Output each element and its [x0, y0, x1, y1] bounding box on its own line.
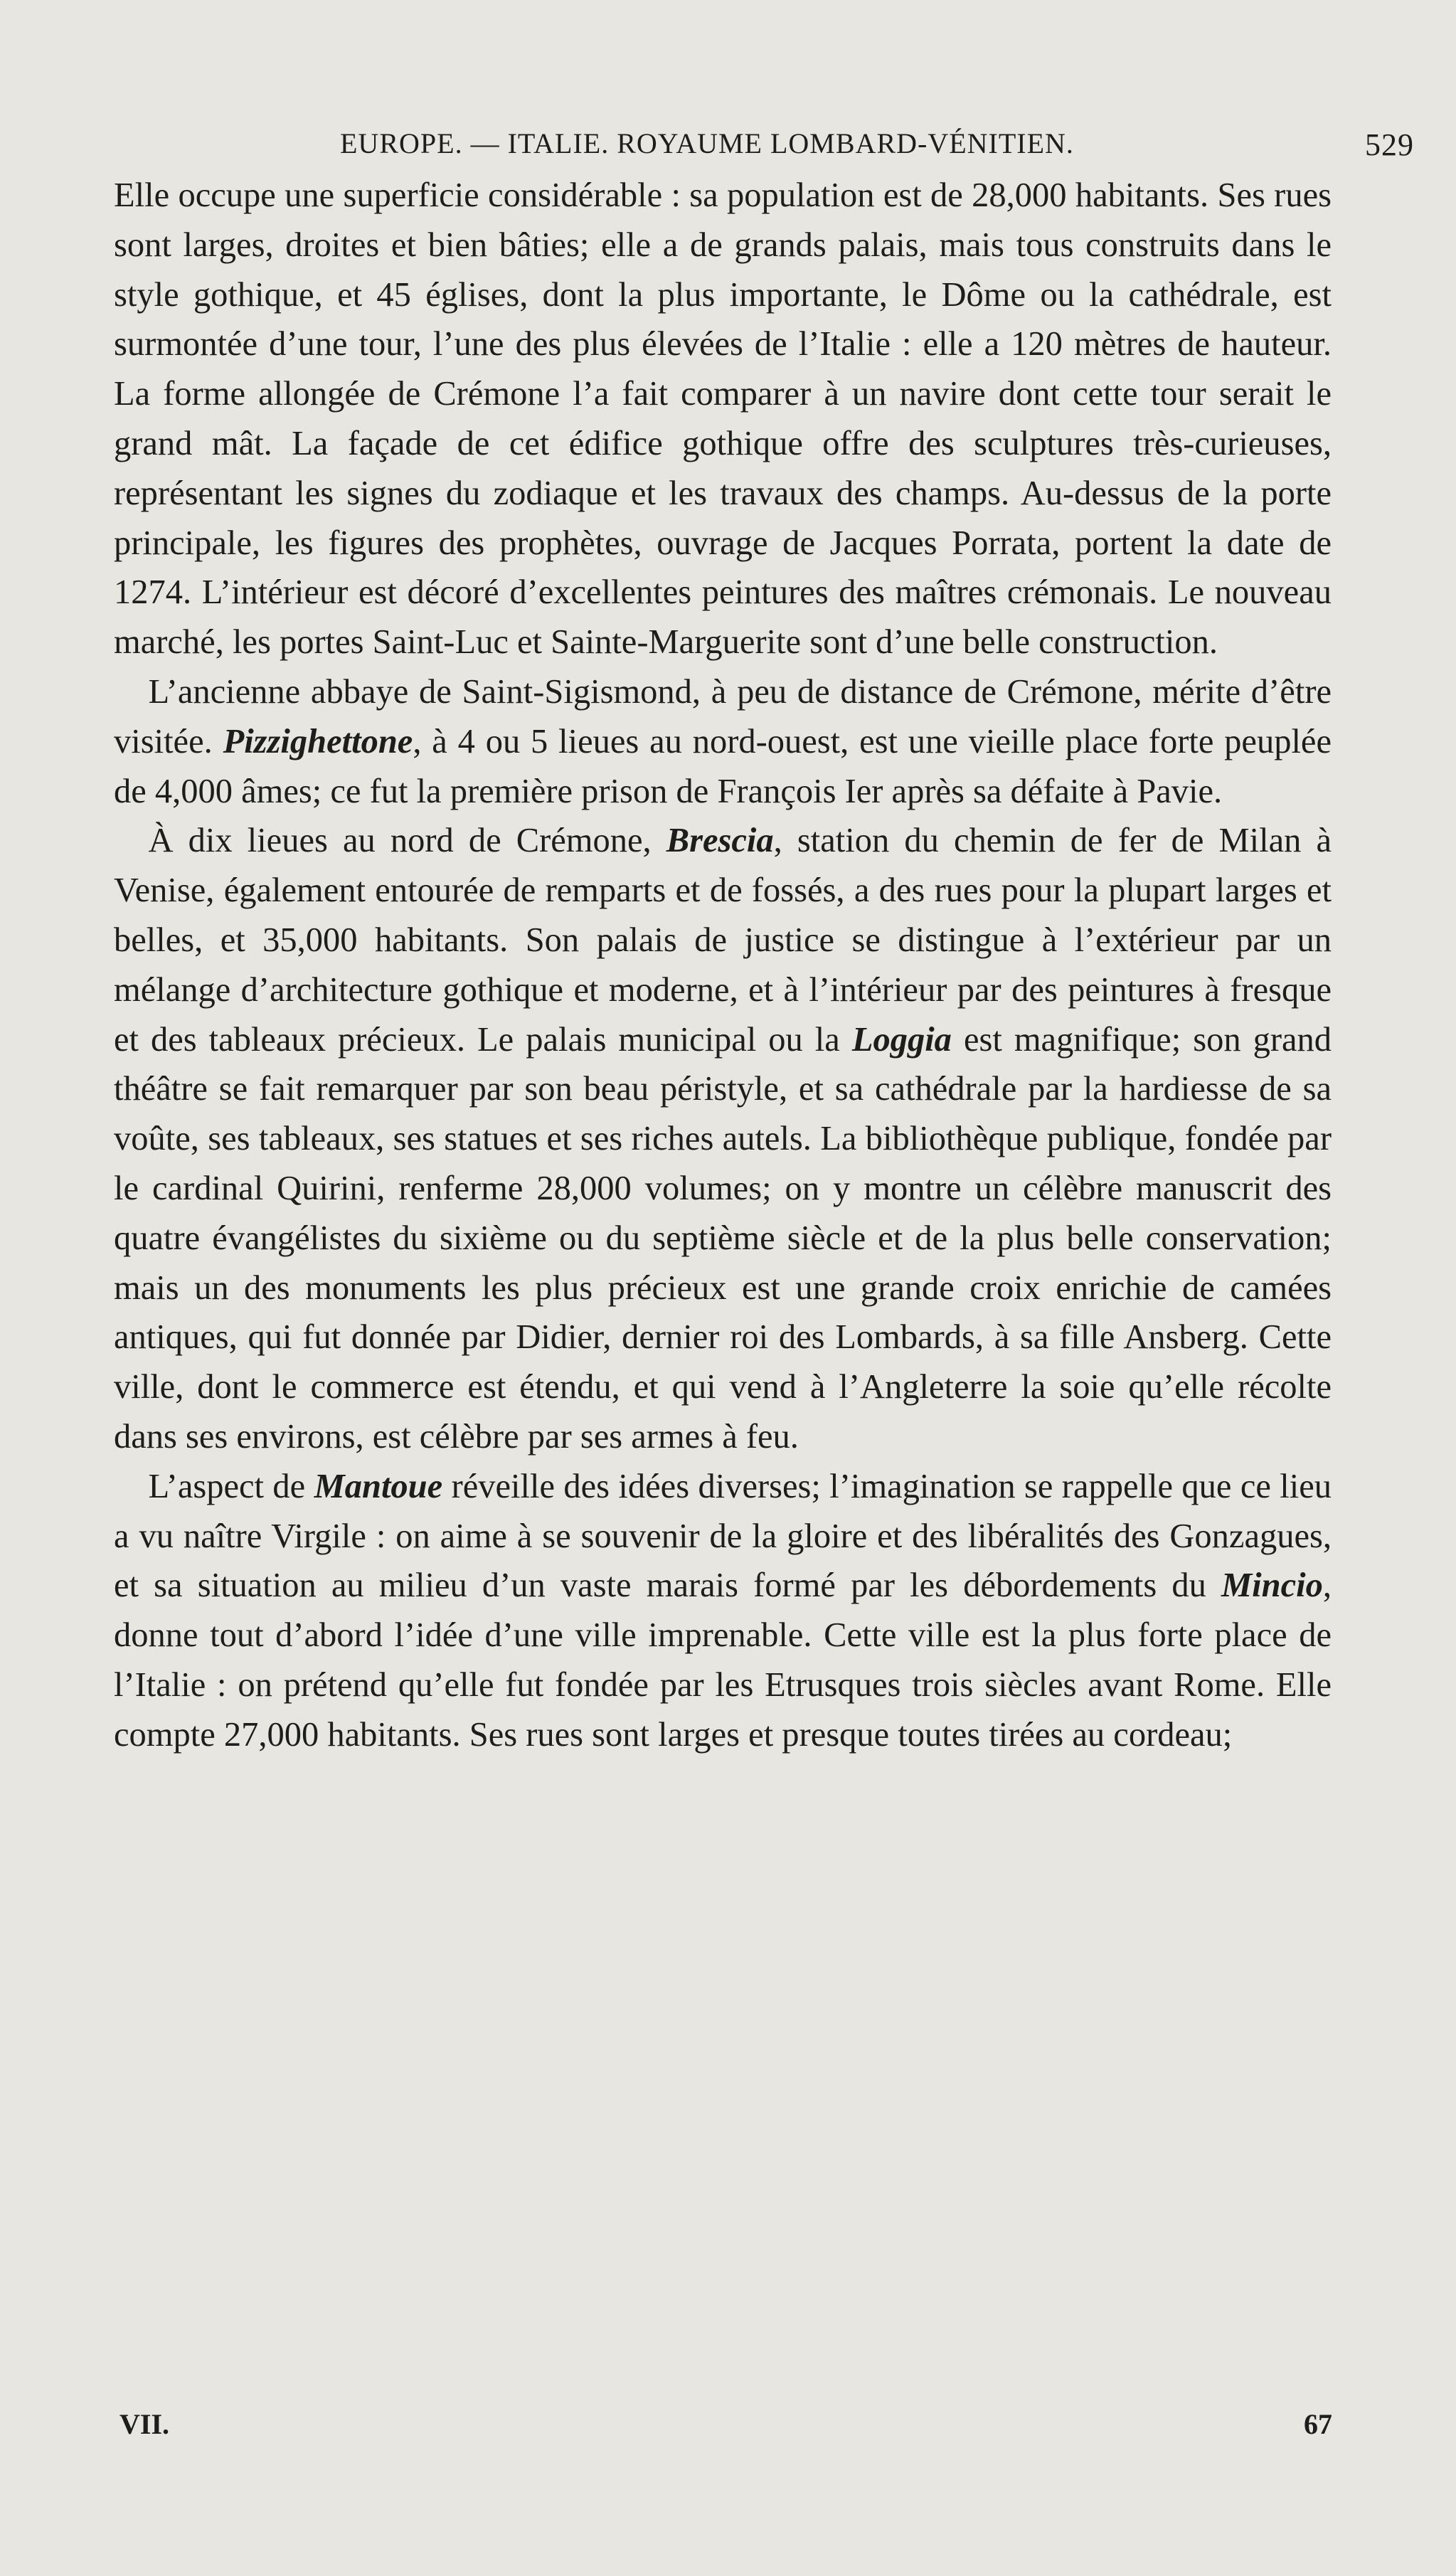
page-footer — [119, 2407, 1332, 2450]
italic-place-name: Mincio — [1221, 1567, 1323, 1605]
text-run: réveille des idées diverses; l’imagination se rappelle que ce lieu a vu naître Virgile : on aime à se souvenir de la gloire et des libéralités des Gonzagues, et sa situation au milieu d’un vaste marais formé par les débordements du — [114, 1467, 1332, 1605]
running-title: EUROPE. — ITALIE. ROYAUME LOMBARD-VÉNITIEN. — [340, 127, 1074, 159]
paragraph — [114, 171, 1332, 667]
text-run: L’ancienne abbaye de Saint-Sigismond, à peu de distance de Crémone, mérite d’être visitée. — [114, 672, 1332, 760]
body-text — [114, 171, 1332, 2390]
text-run: L’aspect de — [148, 1467, 314, 1505]
text-run: Elle occupe une superficie considérable : sa population est de 28,000 habitants. Ses rues sont larges, droites et bien bâties; elle a de grands palais, mais tous construits dans le style gothique, et 45 églises, dont la plus importante, le Dôme ou la cathédrale, est surmontée d’une tour, l’une des plus élevées de l’Italie : elle a 120 mètres de hauteur. La forme allongée de Crémone l’a fait comparer à un navire dont cette tour serait le grand mât. La façade de cet édifice gothique offre des sculptures très-curieuses, représentant les signes du zodiaque et les travaux des champs. Au-dessus de la porte principale, les figures des prophètes, ouvrage de Jacques Porrata, portent la date de 1274. L’intérieur est décoré d’excellentes peintures des maîtres crémonais. Le nouveau marché, les portes Saint-Luc et Sainte-Marguerite sont d’une belle construction. — [114, 176, 1332, 662]
gathering-signature: 67 — [1304, 2408, 1332, 2440]
italic-place-name: Loggia — [851, 1020, 952, 1059]
page-number: 529 — [1365, 127, 1414, 162]
page-header — [340, 127, 1414, 176]
italic-place-name: Mantoue — [314, 1467, 443, 1505]
text-run: est magnifique; son grand théâtre se fait remarquer par son beau péristyle, et sa cathédrale par la hardiesse de sa voûte, ses tableaux, ses statues et ses riches autels. La bibliothèque publique, fondée par le cardinal Quirini, renferme 28,000 volumes; on y montre un célèbre manuscrit des quatre évangélistes du sixième ou du septième siècle et de la plus belle conservation; mais un des monuments les plus précieux est une grande croix enrichie de camées antiques, qui fut donnée par Didier, dernier roi des Lombards, à sa fille Ansberg. Cette ville, dont le commerce est étendu, et qui vend à l’Angleterre la soie qu’elle récolte dans ses environs, est célèbre par ses armes à feu. — [114, 1020, 1332, 1456]
text-run: À dix lieues au nord de Crémone, — [148, 822, 666, 860]
italic-place-name: Pizzighettone — [223, 722, 413, 760]
paragraph — [114, 816, 1332, 1461]
text-run: , à 4 ou 5 lieues au nord-ouest, est une vieille place forte peuplée de 4,000 âmes; ce fut la première prison de François Ier après sa défaite à Pavie. — [114, 722, 1332, 810]
text-run: , station du chemin de fer de Milan à Venise, également entourée de remparts et de fossés, a des rues pour la plupart larges et belles, et 35,000 habitants. Son palais de justice se distingue à l’extérieur par un mélange d’architecture gothique et moderne, et à l’intérieur par des peintures à fresque et des tableaux précieux. Le palais municipal ou la — [114, 822, 1332, 1059]
paragraph — [114, 667, 1332, 816]
paragraph — [114, 1462, 1332, 1760]
volume-signature: VII. — [119, 2408, 170, 2440]
italic-place-name: Brescia — [666, 822, 774, 860]
text-run: , donne tout d’abord l’idée d’une ville imprenable. Cette ville est la plus forte place de l’Italie : on prétend qu’elle fut fondée par les Etrusques trois siècles avant Rome. Elle compte 27,000 habitants. Ses rues sont larges et presque toutes tirées au cordeau; — [114, 1567, 1332, 1754]
